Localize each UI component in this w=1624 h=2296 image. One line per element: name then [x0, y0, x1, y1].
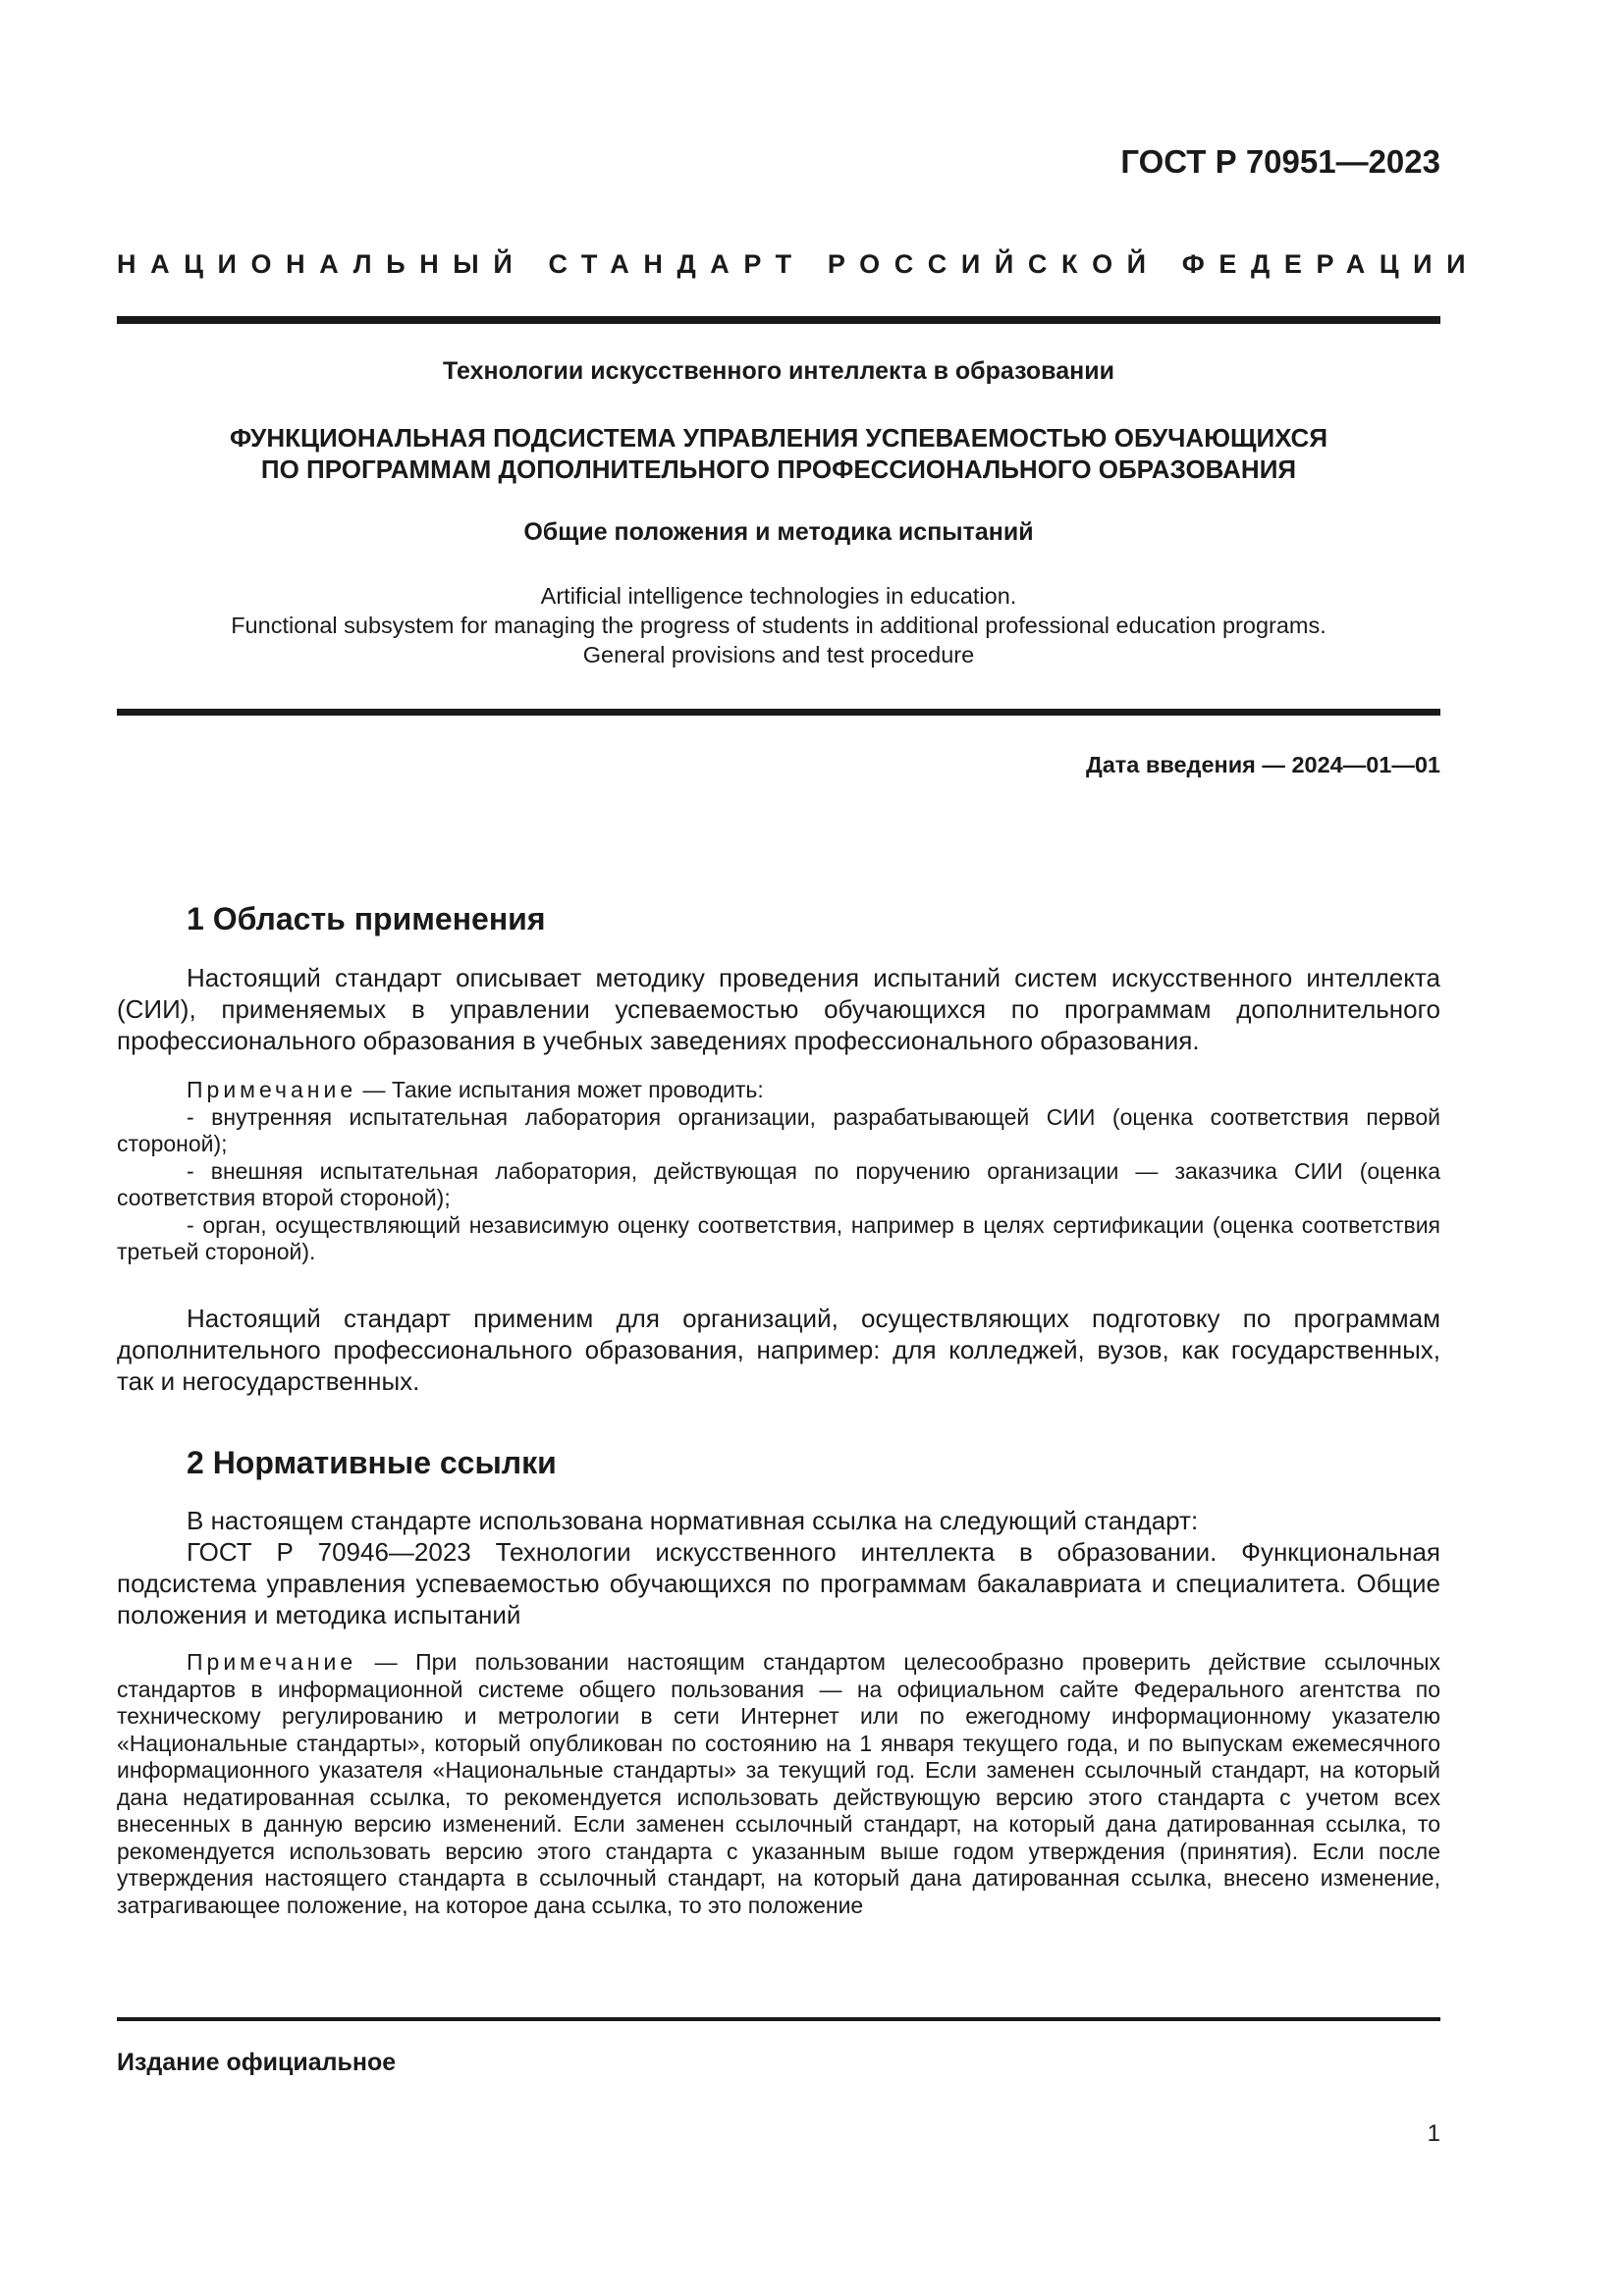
standard-main-title — [117, 422, 1440, 485]
section-1-paragraph-2 — [117, 1303, 1440, 1397]
note-item-1: - внутренняя испытательная лаборатория организации, разрабатывающей СИИ (оценка соответствия первой стороной); — [117, 1103, 1440, 1156]
main-title-line-1: ФУНКЦИОНАЛЬНАЯ ПОДСИСТЕМА УПРАВЛЕНИЯ УСПЕВАЕМОСТЬЮ ОБУЧАЮЩИХСЯ — [229, 423, 1328, 453]
note-label: Примечание — [187, 1649, 357, 1675]
top-rule — [117, 316, 1440, 324]
paragraph-text: Настоящий стандарт описывает методику проведения испытаний систем искусственного интеллекта (СИИ), применяемых в управлении успеваемостью обучающихся по программам дополнительного профессионального образования в учебных заведениях профессионального образования. — [117, 963, 1440, 1055]
english-title-line-2: Functional subsystem for managing the progress of students in additional professional education programs. — [231, 613, 1326, 638]
note-text-block — [117, 1649, 1440, 1919]
footer-rule — [117, 2017, 1440, 2021]
introduction-date: Дата введения — 2024—01—01 — [1085, 752, 1440, 777]
section-1-heading: 1 Область применения — [187, 901, 546, 936]
section-2-heading: 2 Нормативные ссылки — [187, 1445, 557, 1480]
standard-subtitle: Технологии искусственного интеллекта в образовании — [443, 357, 1114, 385]
note-text: — Такие испытания может проводить: — [356, 1077, 764, 1102]
standard-general-title: Общие положения и методика испытаний — [523, 518, 1034, 546]
title-bottom-rule — [117, 709, 1440, 716]
section-2-paragraph-1: В настоящем стандарте использована нормативная ссылка на следующий стандарт: — [187, 1506, 1199, 1535]
paragraph-text: Настоящий стандарт применим для организаций, осуществляющих подготовку по программам дополнительного профессионального образования, например: для колледжей, вузов, как государственных, так и негосударственных. — [117, 1304, 1440, 1396]
gost-number: ГОСТ Р 70951—2023 — [1120, 143, 1440, 180]
english-title-line-1: Artificial intelligence technologies in education. — [540, 583, 1017, 609]
official-edition-label: Издание официальное — [117, 2049, 397, 2076]
page-number: 1 — [1427, 2120, 1440, 2147]
section-1-paragraph-1 — [117, 962, 1440, 1056]
note-text: — При пользовании настоящим стандартом целесообразно проверить действие ссылочных стандартов в информационной системе общего пользования — на официальном сайте Федерального агентства по техническому регулированию и метрологии в сети Интернет или по ежегодному информационному указателю «Национальные стандарты», который опубликован по состоянию на 1 января текущего года, и по выпускам ежемесячного информационного указателя «Национальные стандарты» за текущий год. Если заменен ссылочный стандарт, на который дана недатированная ссылка, то рекомендуется использовать действующую версию этого стандарта с учетом всех внесенных в данную версию изменений. Если заменен ссылочный стандарт, на который дана датированная ссылка, то рекомендуется использовать версию этого стандарта с указанным выше годом утверждения (принятия). Если после утверждения настоящего стандарта в ссылочный стандарт, на который дана датированная ссылка, внесено изменение, затрагивающее положение, на которое дана ссылка, то это положение — [117, 1649, 1440, 1918]
note-intro — [117, 1077, 1440, 1104]
main-title-line-2: ПО ПРОГРАММАМ ДОПОЛНИТЕЛЬНОГО ПРОФЕССИОНАЛЬНОГО ОБРАЗОВАНИЯ — [260, 454, 1297, 484]
section-2-paragraphs — [117, 1505, 1440, 1630]
note-item-3: - орган, осуществляющий независимую оценку соответствия, например в целях сертификации (оценка соответствия третьей стороной). — [117, 1211, 1440, 1264]
english-title — [117, 581, 1440, 669]
national-standard-title: НАЦИОНАЛЬНЫЙ СТАНДАРТ РОССИЙСКОЙ ФЕДЕРАЦИИ — [117, 249, 1481, 279]
note-item-2: - внешняя испытательная лаборатория, действующая по поручению организации — заказчика СИИ (оценка соответствия второй стороной); — [117, 1157, 1440, 1210]
section-2-note — [117, 1649, 1440, 1919]
english-title-line-3: General provisions and test procedure — [582, 642, 975, 667]
note-label: Примечание — [187, 1077, 357, 1102]
section-2-paragraph-2: ГОСТ Р 70946—2023 Технологии искусственного интеллекта в образовании. Функциональная подсистема управления успеваемостью обучающихся по программам бакалавриата и специалитета. Общие положения и методика испытаний — [117, 1537, 1440, 1629]
section-1-note — [117, 1077, 1440, 1266]
